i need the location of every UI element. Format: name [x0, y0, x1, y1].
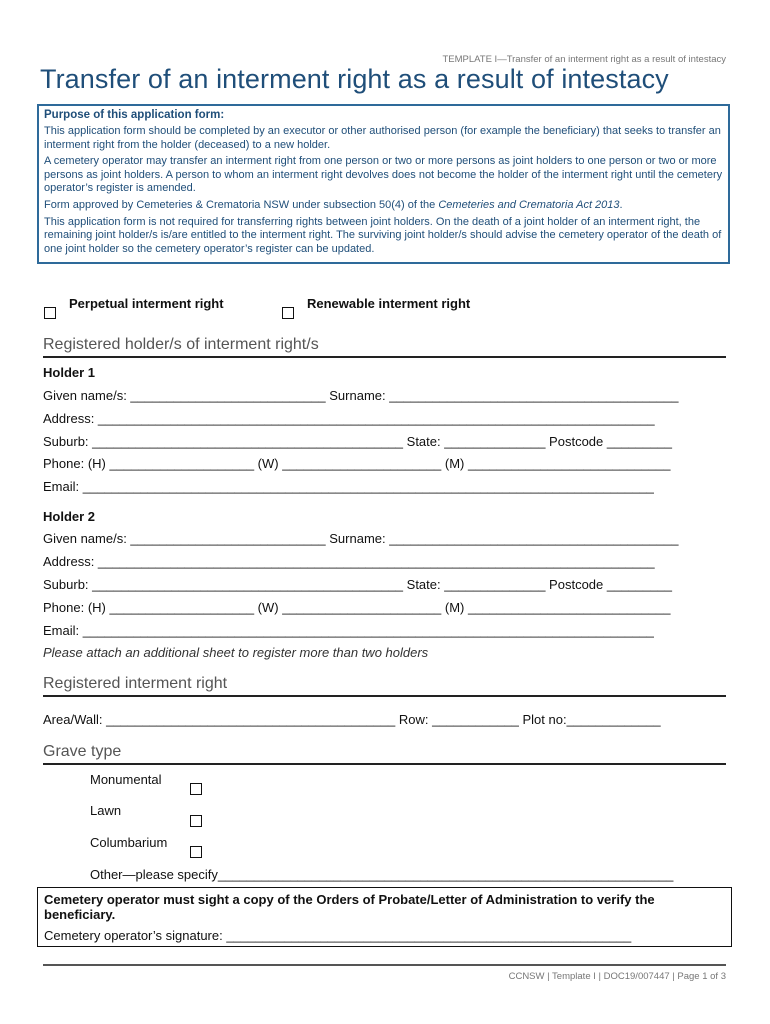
act-name: Cemeteries and Crematoria Act 2013 — [438, 198, 620, 211]
lawn-label: Lawn — [90, 803, 122, 818]
purpose-paragraph-3 — [44, 199, 723, 213]
perpetual-checkbox[interactable] — [44, 307, 56, 319]
footer-divider — [43, 964, 726, 966]
lawn-checkbox[interactable] — [190, 815, 202, 827]
holder-2-names-field[interactable]: Given name/s: ___________________________ Surname: ________________________________________ — [43, 531, 679, 546]
header-note: TEMPLATE I—Transfer of an interment right as a result of intestacy — [442, 54, 726, 65]
holder-2-title: Holder 2 — [43, 509, 96, 524]
section-registered-interment-right: Registered interment right — [43, 675, 726, 697]
columbarium-checkbox[interactable] — [190, 846, 202, 858]
purpose-paragraph-2: A cemetery operator may transfer an interment right from one person or two or more persons as joint holders to one person or two or more persons as joint holders. A person to whom an interment right devolves does not become the holder of the interment right until the cemetery operator’s register is amended. — [44, 155, 723, 195]
section-registered-holders: Registered holder/s of interment right/s — [43, 336, 726, 358]
purpose-p3-text: Form approved by Cemeteries & Crematoria NSW under subsection 50(4) of the — [44, 198, 439, 211]
holder-2-suburb-field[interactable]: Suburb: ___________________________________________ State: ______________ Postcode _________ — [43, 577, 672, 592]
section-grave-type: Grave type — [43, 743, 726, 765]
holder-1-phone-field[interactable]: Phone: (H) ____________________ (W) ______________________ (M) ____________________________ — [43, 456, 671, 471]
holder-2-email-field[interactable]: Email: _______________________________________________________________________________ — [43, 623, 654, 638]
verification-notice: Cemetery operator must sight a copy of the Orders of Probate/Letter of Administration to verify the beneficiary. — [44, 892, 655, 922]
renewable-checkbox[interactable] — [282, 307, 294, 319]
holder-1-suburb-field[interactable]: Suburb: ___________________________________________ State: ______________ Postcode _________ — [43, 434, 672, 449]
purpose-heading: Purpose of this application form: — [44, 109, 225, 121]
operator-verification-box — [37, 887, 732, 947]
purpose-paragraph-4: This application form is not required for transferring rights between joint holders. On the death of a joint holder of an interment right, the remaining joint holder/s is/are entitled to the interment right. The surviving joint holder/s should advise the cemetery operator of the death of one joint holder so the cemetery operator’s register can be updated. — [44, 215, 722, 255]
attach-sheet-note: Please attach an additional sheet to register more than two holders — [43, 645, 429, 660]
other-specify-field[interactable]: Other—please specify_______________________________________________________________ — [90, 867, 674, 882]
holder-1-title: Holder 1 — [43, 365, 96, 380]
holder-2-phone-field[interactable]: Phone: (H) ____________________ (W) ______________________ (M) ____________________________ — [43, 600, 671, 615]
purpose-p3-end: . — [619, 198, 623, 211]
footer-text: CCNSW | Template I | DOC19/007447 | Page 1 of 3 — [508, 971, 726, 982]
columbarium-label: Columbarium — [90, 835, 168, 850]
holder-2-address-field[interactable]: Address: _____________________________________________________________________________ — [43, 554, 655, 569]
purpose-box — [37, 104, 730, 264]
purpose-paragraph-1: This application form should be completed by an executor or other authorised person (for example the beneficiary) that seeks to transfer an interment right from the holder (deceased) to a new holder. — [44, 125, 721, 151]
holder-1-address-field[interactable]: Address: _____________________________________________________________________________ — [43, 411, 655, 426]
monumental-label: Monumental — [90, 772, 162, 787]
operator-signature-field[interactable]: Cemetery operator’s signature: ________________________________________________________ — [44, 928, 632, 943]
holder-1-email-field[interactable]: Email: _______________________________________________________________________________ — [43, 479, 654, 494]
perpetual-label: Perpetual interment right — [69, 296, 224, 311]
area-row-plot-field[interactable]: Area/Wall: ________________________________________ Row: ____________ Plot no:_____________ — [43, 712, 661, 727]
renewable-label: Renewable interment right — [307, 296, 471, 311]
monumental-checkbox[interactable] — [190, 783, 202, 795]
page-title: Transfer of an interment right as a result of intestacy — [40, 64, 669, 94]
holder-1-names-field[interactable]: Given name/s: ___________________________ Surname: ________________________________________ — [43, 388, 679, 403]
